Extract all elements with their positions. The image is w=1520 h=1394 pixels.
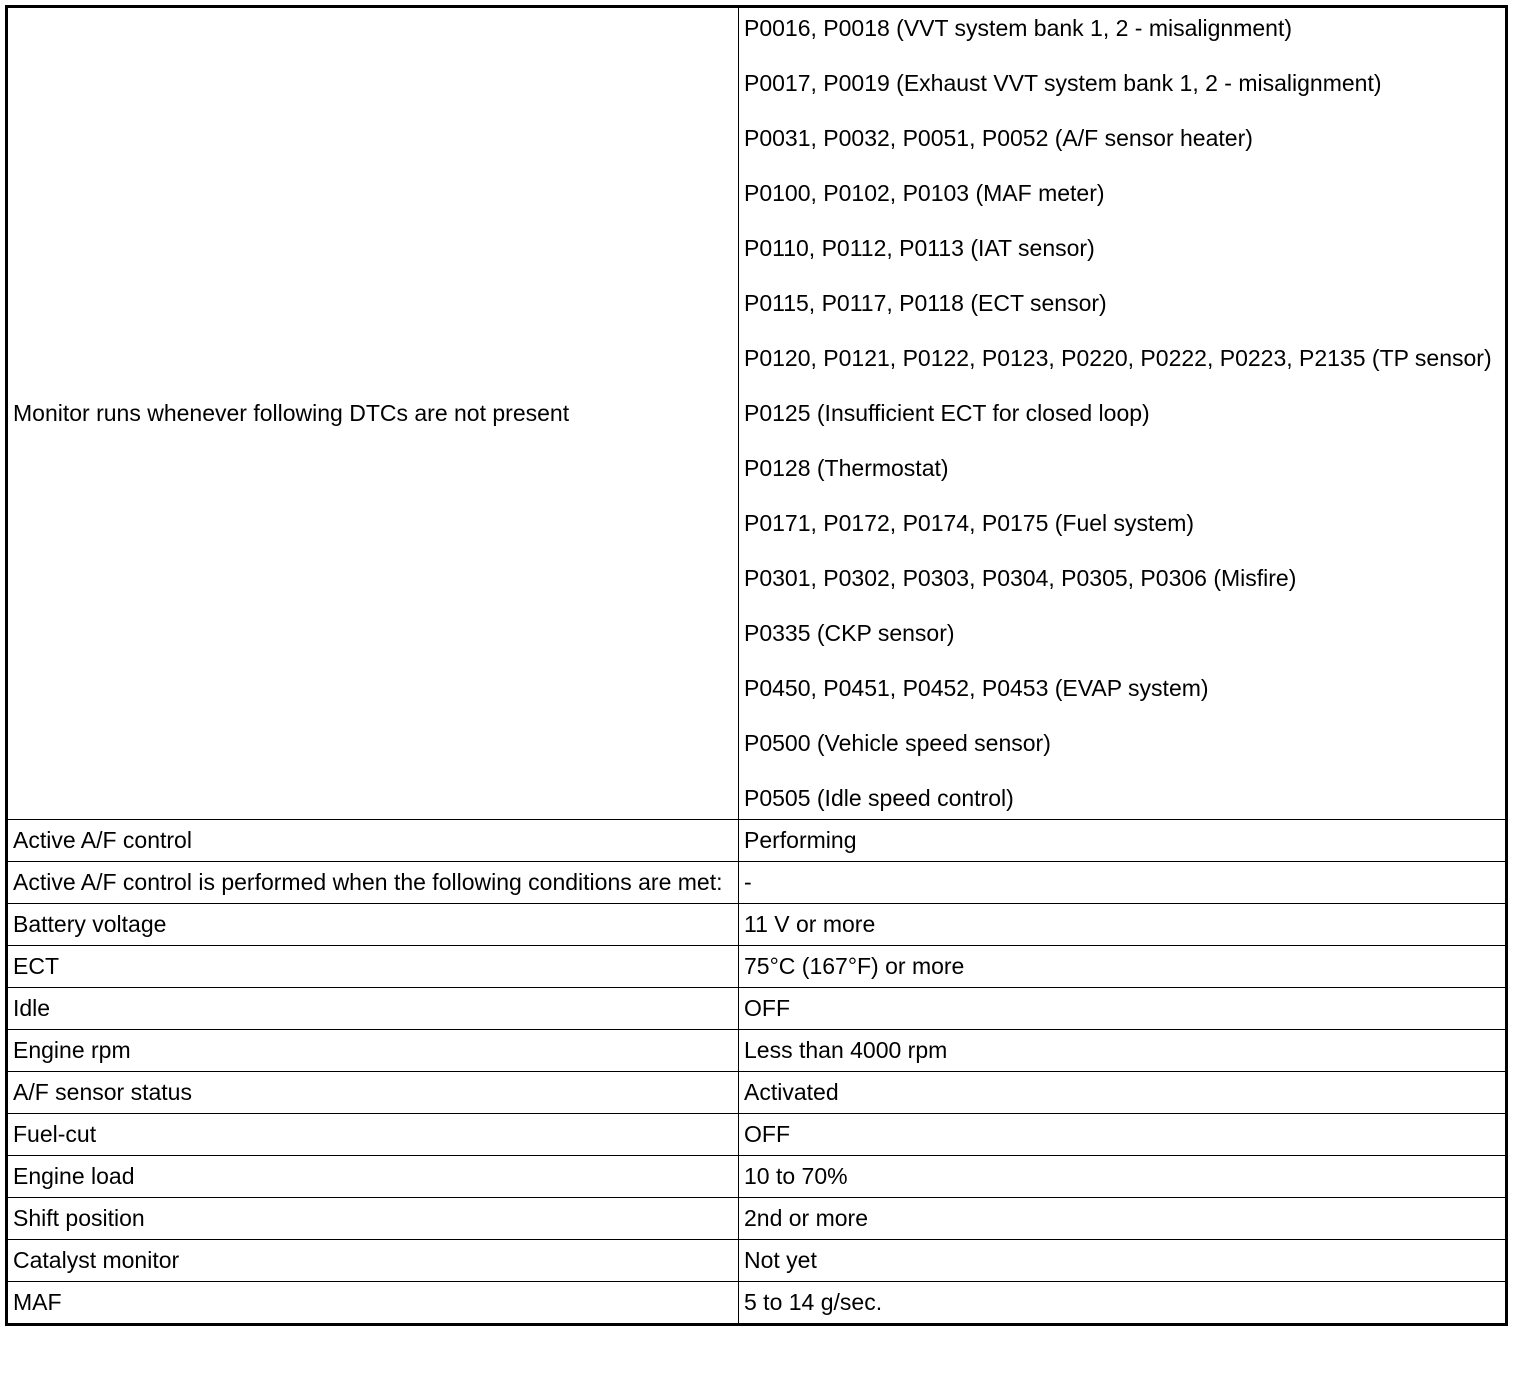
table-row	[7, 1282, 1507, 1325]
table-row	[7, 1156, 1507, 1198]
table-row-monitor-dtcs	[7, 7, 1507, 820]
table-row	[7, 1072, 1507, 1114]
dtc-item: P0505 (Idle speed control)	[744, 785, 1014, 811]
condition-label: MAF	[7, 1282, 739, 1325]
dtc-item: P0301, P0302, P0303, P0304, P0305, P0306 (Misfire)	[744, 565, 1297, 591]
condition-value: 10 to 70%	[739, 1156, 1507, 1198]
monitor-conditions-table	[5, 5, 1508, 1326]
dtc-item: P0500 (Vehicle speed sensor)	[744, 730, 1051, 756]
dtc-item: P0017, P0019 (Exhaust VVT system bank 1, 2 - misalignment)	[744, 70, 1382, 96]
condition-value: Performing	[739, 820, 1507, 862]
condition-label: Catalyst monitor	[7, 1240, 739, 1282]
condition-value: -	[739, 862, 1507, 904]
dtc-item: P0171, P0172, P0174, P0175 (Fuel system)	[744, 510, 1195, 536]
condition-value: OFF	[739, 1114, 1507, 1156]
dtc-list-cell	[739, 7, 1507, 820]
dtc-item: P0120, P0121, P0122, P0123, P0220, P0222, P0223, P2135 (TP sensor)	[744, 345, 1492, 371]
condition-label: Shift position	[7, 1198, 739, 1240]
dtc-item: P0115, P0117, P0118 (ECT sensor)	[744, 290, 1107, 316]
table-row	[7, 1240, 1507, 1282]
dtc-item: P0100, P0102, P0103 (MAF meter)	[744, 180, 1105, 206]
table-row	[7, 862, 1507, 904]
condition-value: Activated	[739, 1072, 1507, 1114]
condition-label: Active A/F control is performed when the following conditions are met:	[7, 862, 739, 904]
table-row	[7, 988, 1507, 1030]
condition-value: Less than 4000 rpm	[739, 1030, 1507, 1072]
condition-label: Engine load	[7, 1156, 739, 1198]
table-row	[7, 1030, 1507, 1072]
condition-value: 11 V or more	[739, 904, 1507, 946]
condition-label: A/F sensor status	[7, 1072, 739, 1114]
condition-value: Not yet	[739, 1240, 1507, 1282]
dtc-item: P0125 (Insufficient ECT for closed loop)	[744, 400, 1150, 426]
condition-label: Engine rpm	[7, 1030, 739, 1072]
table-row	[7, 946, 1507, 988]
dtc-item: P0110, P0112, P0113 (IAT sensor)	[744, 235, 1095, 261]
table-row	[7, 820, 1507, 862]
condition-value: 75°C (167°F) or more	[739, 946, 1507, 988]
dtc-item: P0016, P0018 (VVT system bank 1, 2 - misalignment)	[744, 15, 1293, 41]
dtc-item: P0031, P0032, P0051, P0052 (A/F sensor heater)	[744, 125, 1253, 151]
condition-value: 5 to 14 g/sec.	[739, 1282, 1507, 1325]
dtc-item: P0128 (Thermostat)	[744, 455, 949, 481]
condition-label: Battery voltage	[7, 904, 739, 946]
dtc-item: P0450, P0451, P0452, P0453 (EVAP system)	[744, 675, 1209, 701]
condition-label: ECT	[7, 946, 739, 988]
table-row	[7, 1114, 1507, 1156]
condition-value: 2nd or more	[739, 1198, 1507, 1240]
monitor-label: Monitor runs whenever following DTCs are not present	[13, 400, 570, 426]
condition-label: Fuel-cut	[7, 1114, 739, 1156]
dtc-item: P0335 (CKP sensor)	[744, 620, 955, 646]
condition-label: Idle	[7, 988, 739, 1030]
monitor-label-cell	[7, 7, 739, 820]
table-row	[7, 904, 1507, 946]
condition-value: OFF	[739, 988, 1507, 1030]
table-body	[7, 7, 1507, 1325]
condition-label: Active A/F control	[7, 820, 739, 862]
table-row	[7, 1198, 1507, 1240]
